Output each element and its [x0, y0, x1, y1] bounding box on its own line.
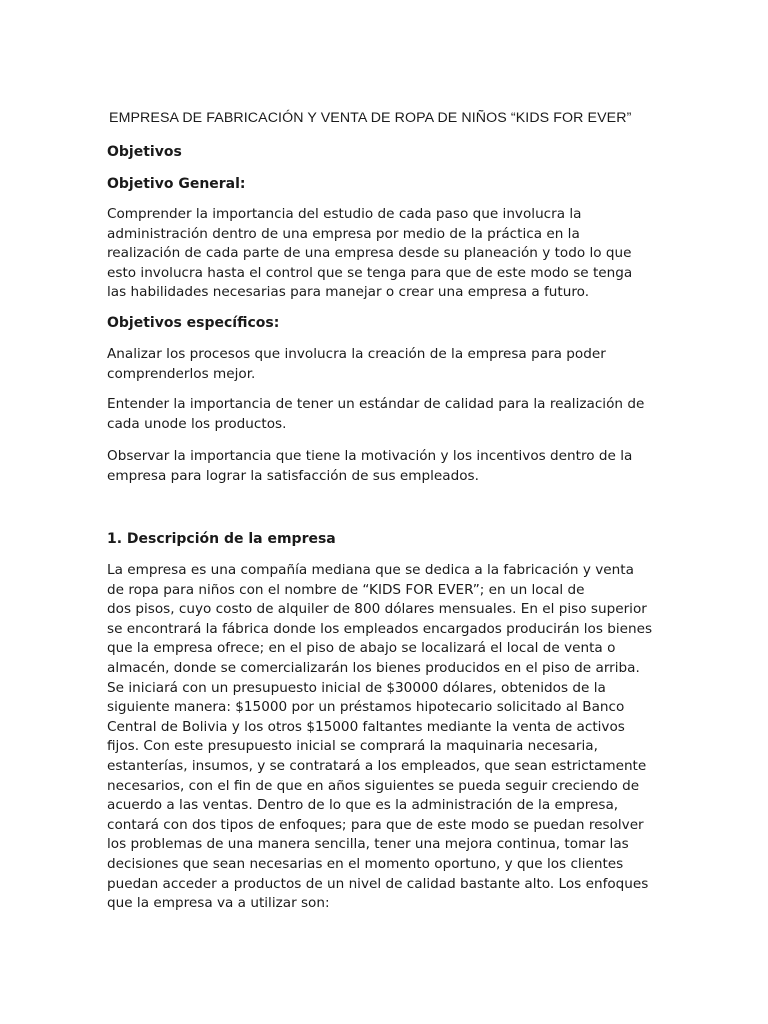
paragraph-line: las habilidades necesarias para manejar o crear una empresa a futuro. — [107, 284, 590, 301]
paragraph-line: puedan acceder a productos de un nivel de calidad bastante alto. Los enfoques — [107, 875, 649, 892]
paragraph-line: realización de cada parte de una empresa desde su planeación y todo lo que — [107, 245, 632, 262]
objetivos-especificos-heading: Objetivos específicos: — [107, 315, 280, 331]
paragraph-line: contará con dos tipos de enfoques; para que de este modo se puedan resolver — [107, 816, 644, 833]
paragraph-line: Se iniciará con un presupuesto inicial de $30000 dólares, obtenidos de la — [107, 679, 606, 696]
paragraph-line: esto involucra hasta el control que se tenga para que de este modo se tenga — [107, 264, 633, 281]
paragraph-line: los problemas de una manera sencilla, tener una mejora continua, tomar las — [107, 836, 629, 853]
descripcion-paragraph — [107, 561, 669, 914]
objetivo-general-paragraph — [107, 205, 669, 303]
paragraph-line: Observar la importancia que tiene la motivación y los incentivos dentro de la — [107, 448, 633, 464]
objetivo-especifico-3-paragraph — [107, 447, 669, 486]
paragraph-line: necesarios, con el fin de que en años siguientes se pueda seguir creciendo de — [107, 777, 640, 794]
descripcion-heading: 1. Descripción de la empresa — [107, 531, 336, 547]
paragraph-line: decisiones que sean necesarias en el momento oportuno, y que los clientes — [107, 855, 624, 872]
paragraph-line: dos pisos, cuyo costo de alquiler de 800 dólares mensuales. En el piso superior — [107, 601, 647, 618]
objetivos-heading: Objetivos — [107, 144, 182, 160]
paragraph-line: Analizar los procesos que involucra la creación de la empresa para poder — [107, 346, 606, 362]
objetivo-especifico-1-paragraph — [107, 345, 669, 384]
document-title: EMPRESA DE FABRICACIÓN Y VENTA DE ROPA DE NIÑOS “KIDS FOR EVER” — [109, 110, 632, 126]
paragraph-line: se encontrará la fábrica donde los empleados encargados producirán los bienes — [107, 620, 653, 637]
paragraph-line: comprenderlos mejor. — [107, 365, 256, 382]
paragraph-line: siguiente manera: $15000 por un préstamos hipotecario solicitado al Banco — [107, 699, 625, 716]
paragraph-line: Entender la importancia de tener un estándar de calidad para la realización de — [107, 396, 645, 412]
paragraph-line: cada unode los productos. — [107, 415, 287, 432]
paragraph-line: de ropa para niños con el nombre de “KIDS FOR EVER”; en un local de — [107, 581, 585, 598]
paragraph-line: estanterías, insumos, y se contratará a los empleados, que sean estrictamente — [107, 757, 647, 774]
paragraph-line: que la empresa va a utilizar son: — [107, 895, 330, 912]
paragraph-line: La empresa es una compañía mediana que se dedica a la fabricación y venta — [107, 562, 634, 578]
paragraph-line: almacén, donde se comercializarán los bienes producidos en el piso de arriba. — [107, 659, 640, 676]
objetivo-especifico-2-paragraph — [107, 395, 669, 434]
paragraph-line: que la empresa ofrece; en el piso de abajo se localizará el local de venta o — [107, 640, 616, 657]
paragraph-line: Central de Bolivia y los otros $15000 faltantes mediante la venta de activos — [107, 718, 625, 735]
paragraph-line: empresa para lograr la satisfacción de sus empleados. — [107, 467, 479, 484]
paragraph-line: administración dentro de una empresa por medio de la práctica en la — [107, 225, 580, 242]
paragraph-line: fijos. Con este presupuesto inicial se comprará la maquinaria necesaria, — [107, 738, 598, 755]
paragraph-line: Comprender la importancia del estudio de cada paso que involucra la — [107, 206, 582, 222]
paragraph-line: acuerdo a las ventas. Dentro de lo que es la administración de la empresa, — [107, 797, 619, 814]
objetivo-general-heading: Objetivo General: — [107, 176, 246, 192]
